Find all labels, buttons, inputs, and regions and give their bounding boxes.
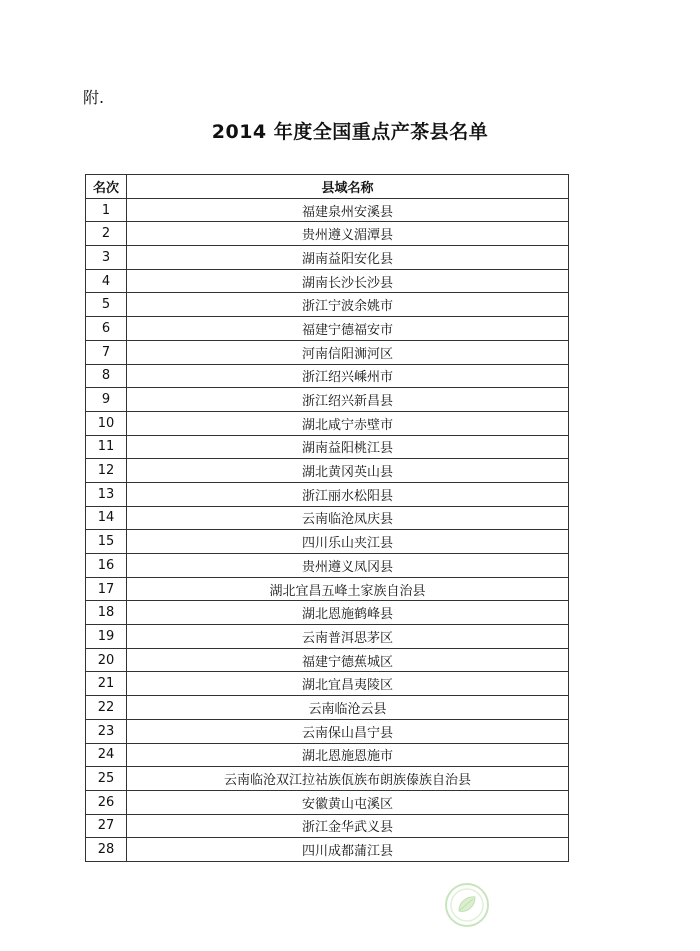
tea-leaf-logo-icon [444, 882, 490, 928]
county-name-cell: 贵州遵义凤冈县 [127, 554, 569, 578]
county-name-cell: 云南普洱思茅区 [127, 625, 569, 649]
rank-cell: 8 [86, 364, 127, 388]
rank-cell: 1 [86, 198, 127, 222]
table-row [86, 293, 569, 317]
rank-cell: 21 [86, 672, 127, 696]
rank-cell: 4 [86, 269, 127, 293]
rank-cell: 15 [86, 530, 127, 554]
rank-cell: 18 [86, 601, 127, 625]
county-name-cell: 云南临沧云县 [127, 696, 569, 720]
rank-cell: 13 [86, 482, 127, 506]
table-row [86, 814, 569, 838]
table-row [86, 767, 569, 791]
table-row [86, 411, 569, 435]
table-row [86, 340, 569, 364]
county-name-cell: 湖南益阳桃江县 [127, 435, 569, 459]
rank-cell: 14 [86, 506, 127, 530]
document-title: 2014 年度全国重点产茶县名单 [211, 121, 489, 143]
header-rank: 名次 [86, 175, 127, 199]
rank-cell: 24 [86, 743, 127, 767]
county-name-cell: 四川成都蒲江县 [127, 838, 569, 862]
header-county-name: 县域名称 [127, 175, 569, 199]
table-body [86, 198, 569, 861]
county-name-cell: 湖北宜昌五峰土家族自治县 [127, 577, 569, 601]
rank-cell: 22 [86, 696, 127, 720]
rank-cell: 23 [86, 719, 127, 743]
table-row [86, 648, 569, 672]
table-row [86, 459, 569, 483]
rank-cell: 26 [86, 790, 127, 814]
table-row [86, 743, 569, 767]
county-name-cell: 湖南益阳安化县 [127, 246, 569, 270]
table-row [86, 577, 569, 601]
table-header-row [86, 175, 569, 199]
table-row [86, 317, 569, 341]
rank-cell: 2 [86, 222, 127, 246]
county-name-cell: 安徽黄山屯溪区 [127, 790, 569, 814]
table-row [86, 672, 569, 696]
county-name-cell: 浙江绍兴嵊州市 [127, 364, 569, 388]
county-name-cell: 浙江丽水松阳县 [127, 482, 569, 506]
table-row [86, 530, 569, 554]
county-name-cell: 湖北恩施鹤峰县 [127, 601, 569, 625]
rank-cell: 27 [86, 814, 127, 838]
county-name-cell: 四川乐山夹江县 [127, 530, 569, 554]
table-row [86, 435, 569, 459]
table-row [86, 269, 569, 293]
rank-cell: 7 [86, 340, 127, 364]
table-row [86, 696, 569, 720]
county-name-cell: 河南信阳浉河区 [127, 340, 569, 364]
table-row [86, 364, 569, 388]
rank-cell: 3 [86, 246, 127, 270]
county-name-cell: 湖北宜昌夷陵区 [127, 672, 569, 696]
county-name-cell: 浙江绍兴新昌县 [127, 388, 569, 412]
county-name-cell: 湖北咸宁赤壁市 [127, 411, 569, 435]
table-row [86, 838, 569, 862]
table-row [86, 554, 569, 578]
county-name-cell: 云南保山昌宁县 [127, 719, 569, 743]
county-name-cell: 福建宁德蕉城区 [127, 648, 569, 672]
table-row [86, 719, 569, 743]
tea-county-table [85, 174, 569, 862]
rank-cell: 5 [86, 293, 127, 317]
table-row [86, 790, 569, 814]
rank-cell: 6 [86, 317, 127, 341]
table-row [86, 222, 569, 246]
table-row [86, 625, 569, 649]
county-name-cell: 福建泉州安溪县 [127, 198, 569, 222]
county-name-cell: 云南临沧凤庆县 [127, 506, 569, 530]
appendix-label: 附. [83, 88, 105, 107]
rank-cell: 16 [86, 554, 127, 578]
county-name-cell: 浙江宁波余姚市 [127, 293, 569, 317]
table-row [86, 506, 569, 530]
rank-cell: 28 [86, 838, 127, 862]
county-name-cell: 湖南长沙长沙县 [127, 269, 569, 293]
rank-cell: 12 [86, 459, 127, 483]
rank-cell: 20 [86, 648, 127, 672]
rank-cell: 19 [86, 625, 127, 649]
rank-cell: 17 [86, 577, 127, 601]
county-name-cell: 湖北黄冈英山县 [127, 459, 569, 483]
county-name-cell: 云南临沧双江拉祜族佤族布朗族傣族自治县 [127, 767, 569, 791]
county-name-cell: 福建宁德福安市 [127, 317, 569, 341]
table-row [86, 601, 569, 625]
table-row [86, 198, 569, 222]
table-row [86, 246, 569, 270]
rank-cell: 9 [86, 388, 127, 412]
table-row [86, 482, 569, 506]
rank-cell: 10 [86, 411, 127, 435]
county-name-cell: 湖北恩施恩施市 [127, 743, 569, 767]
county-name-cell: 贵州遵义湄潭县 [127, 222, 569, 246]
table-row [86, 388, 569, 412]
rank-cell: 25 [86, 767, 127, 791]
rank-cell: 11 [86, 435, 127, 459]
county-name-cell: 浙江金华武义县 [127, 814, 569, 838]
